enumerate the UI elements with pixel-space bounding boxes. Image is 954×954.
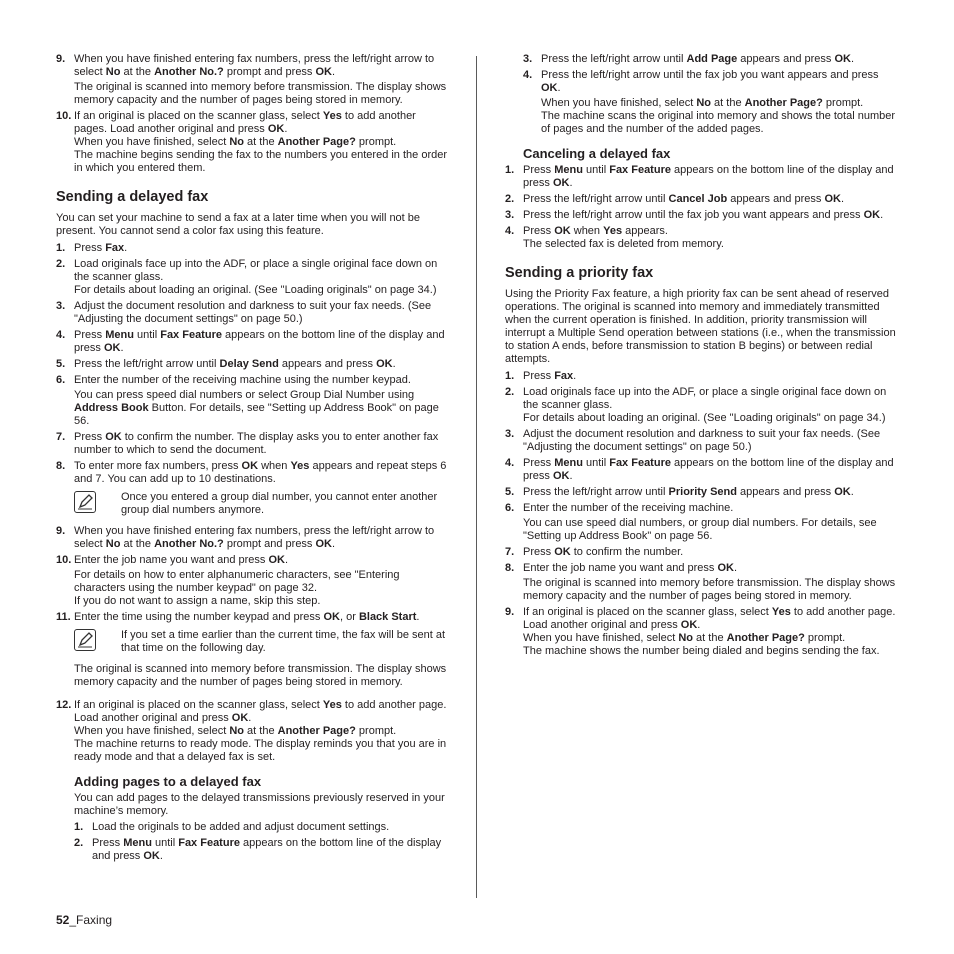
- footer-section: _Faxing: [69, 913, 113, 927]
- step-text: Enter the number of the receiving machine.: [523, 502, 734, 514]
- step-number: 9.: [56, 53, 66, 65]
- step-text: For details on how to enter alphanumeric characters, see "Entering characters using the number keypad" on page 32. If you do not want to assign a name, skip this step.: [74, 569, 400, 607]
- subsection-title-canceling: Canceling a delayed fax: [523, 146, 671, 161]
- step-number: 3.: [523, 53, 533, 65]
- step-number: 8.: [56, 460, 66, 472]
- step-number: 7.: [505, 546, 515, 558]
- step-number: 7.: [56, 431, 66, 443]
- step-text: Press the left/right arrow until the fax job you want appears and press OK.: [523, 209, 884, 221]
- step-number: 5.: [56, 358, 66, 370]
- step-number: 2.: [505, 386, 515, 398]
- step-number: 4.: [505, 225, 515, 237]
- step-text: Press Menu until Fax Feature appears on the bottom line of the display and press OK.: [74, 329, 445, 354]
- step-text: Press OK to confirm the number. The display asks you to enter another fax number to which to send the document.: [74, 431, 439, 456]
- step-text: The original is scanned into memory before transmission. The display shows memory capacity and the number of pages being stored in memory.: [523, 577, 896, 602]
- step-item: [56, 431, 448, 457]
- step-number: 1.: [74, 821, 84, 833]
- step-item: [523, 53, 897, 66]
- step-text: Press the left/right arrow until Add Page appears and press OK.: [541, 53, 855, 65]
- step-number: 1.: [56, 242, 66, 254]
- step-number: 4.: [505, 457, 515, 469]
- section-title-delayed-fax: Sending a delayed fax: [56, 189, 209, 205]
- step-item: [56, 258, 448, 297]
- step-text: Load the originals to be added and adjust document settings.: [92, 821, 390, 833]
- step-text: When you have finished entering fax numbers, press the left/right arrow to select No at the Another No.? prompt and press OK.: [74, 53, 435, 78]
- delayed-fax-steps-b: [56, 525, 448, 624]
- step-text: Enter the job name you want and press OK.: [523, 562, 738, 574]
- step-number: 10.: [56, 554, 72, 566]
- step-item: [56, 300, 448, 326]
- note-time-earlier: [74, 629, 448, 655]
- step-number: 9.: [505, 606, 515, 618]
- step-item: [505, 546, 897, 559]
- priority-fax-intro: Using the Priority Fax feature, a high priority fax can be sent ahead of reserved operations. The original is scanned into memory and immediately transmitted when the current operation is finished. In addition, priority transmission will interrupt a Multiple Send operation between stations (i.e., when the transmission to station A ends, before transmission to station B begins) or between redial attempts.: [505, 288, 896, 365]
- step-text: The original is scanned into memory before transmission. The display shows memory capacity and the number of pages being stored in memory.: [74, 81, 447, 106]
- scan-memory-paragraph: The original is scanned into memory before transmission. The display shows memory capacity and the number of pages being stored in memory.: [74, 663, 447, 688]
- note-group-dial: [74, 491, 448, 517]
- step-item: [505, 562, 897, 603]
- step-text: Adjust the document resolution and darkness to suit your fax needs. (See "Adjusting the document settings" on page 50.): [74, 300, 432, 325]
- step-item: [505, 225, 897, 251]
- step-text: Press OK when Yes appears. The selected fax is deleted from memory.: [523, 225, 724, 250]
- step-text: Press the left/right arrow until Delay Send appears and press OK.: [74, 358, 396, 370]
- step-text: Load originals face up into the ADF, or place a single original face down on the scanner glass. For details about loading an original. (See "Loading originals" on page 34.): [523, 386, 887, 424]
- step-item: [56, 53, 448, 107]
- step-item: [56, 329, 448, 355]
- step-item: [74, 821, 448, 834]
- step-number: 1.: [505, 164, 515, 176]
- delayed-fax-steps-c: [56, 699, 448, 764]
- step-number: 4.: [523, 69, 533, 81]
- step-text: Press the left/right arrow until the fax job you want appears and press OK.: [541, 69, 879, 94]
- column-divider: [476, 56, 477, 898]
- step-item: [523, 69, 897, 136]
- priority-fax-steps: [505, 370, 897, 658]
- top-steps-left: [56, 53, 448, 175]
- step-item: [56, 358, 448, 371]
- step-item: [56, 110, 448, 175]
- step-item: [505, 209, 897, 222]
- step-number: 3.: [505, 209, 515, 221]
- step-text: Adjust the document resolution and darkness to suit your fax needs. (See "Adjusting the document settings" on page 50.): [523, 428, 881, 453]
- step-item: [56, 374, 448, 428]
- step-text: When you have finished entering fax numbers, press the left/right arrow to select No at the Another No.? prompt and press OK.: [74, 525, 435, 550]
- step-text: Press the left/right arrow until Cancel Job appears and press OK.: [523, 193, 844, 205]
- adding-pages-steps: [74, 821, 448, 863]
- step-item: [56, 460, 448, 486]
- adding-pages-intro: You can add pages to the delayed transmissions previously reserved in your machine’s memory.: [74, 792, 445, 817]
- delayed-fax-steps-a: [56, 242, 448, 486]
- step-text: If an original is placed on the scanner glass, select Yes to add another pages. Load another original and press OK. When you have finished, select No at the Another Page? prompt. The machine begins sending the fax to the numbers you entered in the order in which you entered them.: [74, 110, 448, 174]
- step-number: 6.: [505, 502, 515, 514]
- step-item: [56, 611, 448, 624]
- step-text: Press Menu until Fax Feature appears on the bottom line of the display and press OK.: [523, 457, 894, 482]
- page-number: 52: [56, 913, 70, 927]
- step-text: Enter the job name you want and press OK.: [74, 554, 289, 566]
- step-text: When you have finished, select No at the Another Page? prompt. The machine scans the original into memory and shows the total number of pages and the number of the added pages.: [541, 97, 896, 135]
- step-item: [56, 242, 448, 255]
- step-number: 2.: [505, 193, 515, 205]
- step-text: Enter the number of the receiving machine using the number keypad.: [74, 374, 411, 386]
- step-item: [56, 525, 448, 551]
- canceling-steps: [505, 164, 897, 251]
- step-item: [505, 386, 897, 425]
- step-text: Press Fax.: [523, 370, 577, 382]
- step-number: 3.: [505, 428, 515, 440]
- step-item: [505, 370, 897, 383]
- step-text: If an original is placed on the scanner glass, select Yes to add another page. Load another original and press OK. When you have finished, select No at the Another Page? prompt. The machine shows the number being dialed and begins sending the fax.: [523, 606, 896, 657]
- step-text: Press Fax.: [74, 242, 128, 254]
- delayed-fax-intro: You can set your machine to send a fax at a later time when you will not be present. You cannot send a color fax using this feature.: [56, 212, 421, 237]
- note-pencil-icon: [74, 629, 96, 651]
- section-title-priority-fax: Sending a priority fax: [505, 265, 654, 281]
- step-number: 5.: [505, 486, 515, 498]
- right-column: [505, 53, 897, 661]
- step-item: [505, 164, 897, 190]
- step-number: 12.: [56, 699, 72, 711]
- subsection-title-adding-pages: Adding pages to a delayed fax: [74, 774, 262, 789]
- adding-pages-steps-continued: [523, 53, 897, 136]
- step-number: 2.: [74, 837, 84, 849]
- step-item: [505, 457, 897, 483]
- step-text: Press Menu until Fax Feature appears on the bottom line of the display and press OK.: [92, 837, 442, 862]
- step-item: [505, 606, 897, 658]
- step-item: [56, 699, 448, 764]
- step-item: [505, 502, 897, 543]
- page-footer: [56, 914, 112, 927]
- step-text: You can use speed dial numbers, or group dial numbers. For details, see "Setting up Address Book" on page 56.: [523, 517, 877, 542]
- step-text: You can press speed dial numbers or select Group Dial Number using Address Book Button. For details, see "Setting up Address Book" on page 56.: [74, 389, 439, 427]
- step-item: [505, 193, 897, 206]
- step-item: [74, 837, 448, 863]
- step-number: 6.: [56, 374, 66, 386]
- step-text: Press OK to confirm the number.: [523, 546, 684, 558]
- step-text: If an original is placed on the scanner glass, select Yes to add another page. Load another original and press OK. When you have finished, select No at the Another Page? prompt. The machine returns to ready mode. The display reminds you that you are in ready mode and that a delayed fax is set.: [74, 699, 447, 763]
- step-text: Load originals face up into the ADF, or place a single original face down on the scanner glass. For details about loading an original. (See "Loading originals" on page 34.): [74, 258, 438, 296]
- step-number: 1.: [505, 370, 515, 382]
- note-text: If you set a time earlier than the current time, the fax will be sent at that time on the following day.: [121, 629, 446, 654]
- step-number: 3.: [56, 300, 66, 312]
- step-number: 9.: [56, 525, 66, 537]
- step-number: 8.: [505, 562, 515, 574]
- step-item: [505, 486, 897, 499]
- step-text: To enter more fax numbers, press OK when Yes appears and repeat steps 6 and 7. You can add up to 10 destinations.: [74, 460, 447, 485]
- step-number: 4.: [56, 329, 66, 341]
- step-text: Press the left/right arrow until Priority Send appears and press OK.: [523, 486, 854, 498]
- step-number: 2.: [56, 258, 66, 270]
- step-text: Enter the time using the number keypad and press OK, or Black Start.: [74, 611, 420, 623]
- step-item: [505, 428, 897, 454]
- note-text: Once you entered a group dial number, you cannot enter another group dial numbers anymore.: [121, 491, 438, 516]
- step-text: Press Menu until Fax Feature appears on the bottom line of the display and press OK.: [523, 164, 894, 189]
- note-pencil-icon: [74, 491, 96, 513]
- step-number: 10.: [56, 110, 72, 122]
- left-column: [56, 53, 448, 866]
- step-number: 11.: [56, 611, 71, 623]
- step-item: [56, 554, 448, 608]
